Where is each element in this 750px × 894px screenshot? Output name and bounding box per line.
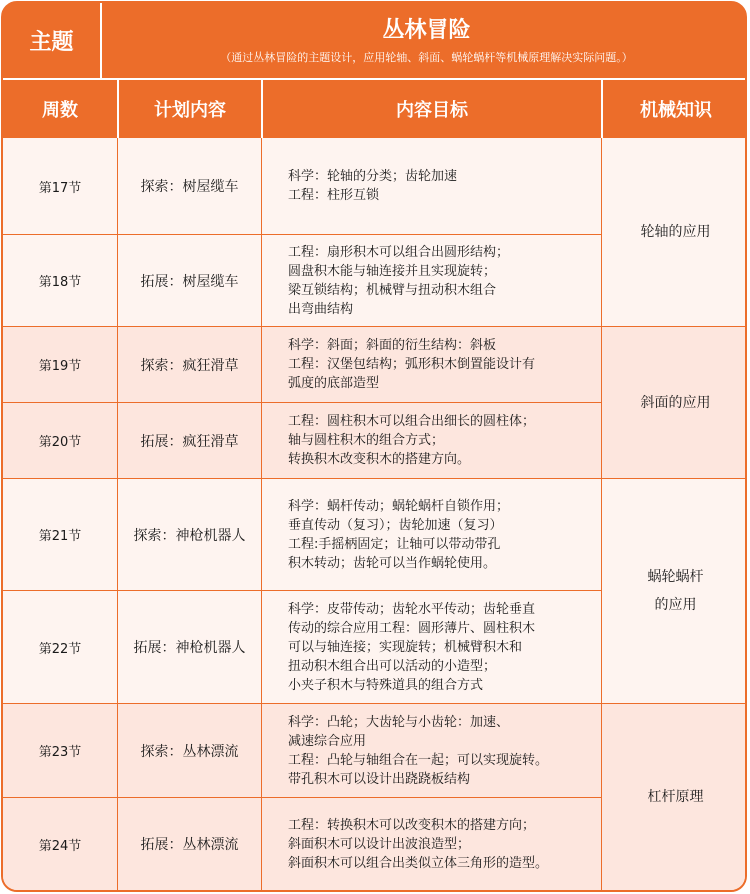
- plan-cell: 探索：疯狂滑草: [118, 327, 261, 402]
- plan-cell: 拓展：树屋缆车: [118, 235, 261, 326]
- goal-cell: 工程：圆柱积木可以组合出细长的圆柱体； 轴与圆柱积木的组合方式； 转换积木改变积木的搭建方向。: [262, 403, 601, 478]
- plan-cell: 探索：丛林漂流: [118, 704, 261, 797]
- grid-line: [117, 138, 118, 890]
- grid-line: [3, 402, 601, 403]
- page-title: 丛林冒险: [382, 17, 471, 43]
- week-cell: 第23节: [3, 704, 117, 797]
- grid-line: [3, 703, 747, 704]
- grid-line: [601, 138, 602, 890]
- week-cell: 第17节: [3, 138, 117, 234]
- week-cell: 第22节: [3, 591, 117, 703]
- week-cell: 第18节: [3, 235, 117, 326]
- grid-line: [3, 590, 601, 591]
- goal-cell: 科学：轮轴的分类；齿轮加速 工程：柱形互锁: [262, 138, 601, 234]
- mechanics-cell: 斜面的应用: [602, 327, 747, 478]
- mechanics-cell: 轮轴的应用: [602, 138, 747, 326]
- grid-line: [3, 326, 747, 327]
- goal-cell: 科学：蜗杆传动；蜗轮蜗杆自锁作用； 垂直传动（复习）；齿轮加速（复习） 工程:手摇柄固定；让轴可以带动带孔 积木转动；齿轮可以当作蜗轮使用。: [262, 479, 601, 590]
- title-block: [104, 3, 747, 78]
- mechanics-cell: 杠杆原理: [602, 704, 747, 890]
- goal-cell: 工程：转换积木可以改变积木的搭建方向； 斜面积木可以设计出波浪造型； 斜面积木可以组合出类似立体三角形的造型。: [262, 798, 601, 890]
- column-header-goal: 内容目标: [396, 100, 468, 121]
- mechanics-cell: 蜗轮蜗杆 的应用: [602, 479, 747, 703]
- grid-line: [3, 478, 747, 479]
- lesson-plan-table: [1, 1, 747, 892]
- topic-label: 主题: [3, 3, 102, 78]
- plan-cell: 探索：神枪机器人: [118, 479, 261, 590]
- plan-cell: 拓展：疯狂滑草: [118, 403, 261, 478]
- week-cell: 第20节: [3, 403, 117, 478]
- plan-cell: 拓展：神枪机器人: [118, 591, 261, 703]
- week-cell: 第21节: [3, 479, 117, 590]
- grid-line: [261, 138, 262, 890]
- goal-cell: 科学：凸轮；大齿轮与小齿轮：加速、 减速综合应用 工程：凸轮与轴组合在一起；可以实现旋转。 带孔积木可以设计出跷跷板结构: [262, 704, 601, 797]
- plan-cell: 拓展：丛林漂流: [118, 798, 261, 890]
- goal-cell: 科学：斜面；斜面的衍生结构：斜板 工程：汉堡包结构；弧形积木倒置能设计有 弧度的底部造型: [262, 327, 601, 402]
- column-header-plan: 计划内容: [154, 100, 226, 121]
- week-cell: 第19节: [3, 327, 117, 402]
- grid-line: [3, 234, 601, 235]
- page-subtitle: （通过丛林冒险的主题设计，应用轮轴、斜面、蜗轮蜗杆等机械原理解决实际问题。）: [220, 50, 633, 64]
- column-header-mechanics: 机械知识: [640, 100, 712, 121]
- goal-cell: 科学：皮带传动；齿轮水平传动；齿轮垂直 传动的综合应用工程：圆形薄片、圆柱积木 可以与轴连接；实现旋转；机械臂积木和 扭动积木组合出可以活动的小造型； 小夹子积木与特殊道具的组合方式: [262, 591, 601, 703]
- column-header-week: 周数: [42, 100, 78, 121]
- goal-cell: 工程：扇形积木可以组合出圆形结构； 圆盘积木能与轴连接并且实现旋转； 梁互锁结构；机械臂与扭动积木组合 出弯曲结构: [262, 235, 601, 326]
- plan-cell: 探索：树屋缆车: [118, 138, 261, 234]
- week-cell: 第24节: [3, 798, 117, 890]
- grid-line: [3, 797, 601, 798]
